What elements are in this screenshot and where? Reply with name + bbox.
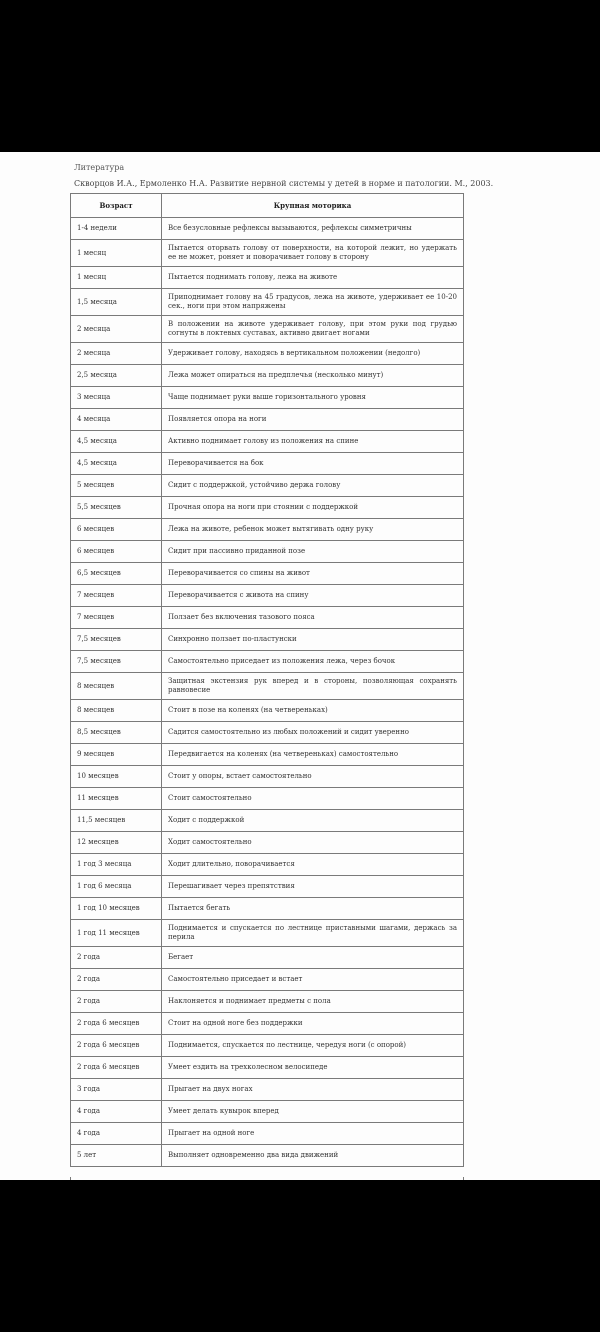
cell-age: 10 месяцев [71,766,162,788]
cell-age: 11 месяцев [71,788,162,810]
header-gross-motor: Крупная моторика [162,194,464,218]
cell-skill: Лежа может опираться на предплечья (несколько минут) [162,365,464,387]
cell-age: 6 месяцев [71,541,162,563]
cell-skill: Прыгает на двух ногах [162,1079,464,1101]
cell-skill: Самостоятельно приседает из положения лежа, через бочок [162,651,464,673]
table-row [71,810,464,832]
cell-age: 5,5 месяцев [71,497,162,519]
table-row [71,1013,464,1035]
cell-skill: Самостоятельно приседает и встает [162,969,464,991]
cell-age: 4 года [71,1123,162,1145]
cell-skill: Умеет делать кувырок вперед [162,1101,464,1123]
literature-reference: Скворцов И.А., Ермоленко Н.А. Развитие нервной системы у детей в норме и патологии. М., 2003. [74,179,494,188]
table-row [71,497,464,519]
cell-skill: Стоит у опоры, встает самостоятельно [162,766,464,788]
cell-skill: Переворачивается с живота на спину [162,585,464,607]
cell-age: 8 месяцев [71,673,162,700]
cell-skill: Перешагивает через препятствия [162,876,464,898]
table-row [71,607,464,629]
cell-skill: Стоит самостоятельно [162,788,464,810]
table-row [71,722,464,744]
cell-skill: Наклоняется и поднимает предметы с пола [162,991,464,1013]
header-age: Возраст [71,194,162,218]
cell-age: 4,5 месяца [71,431,162,453]
table-row [71,788,464,810]
cell-skill: Стоит в позе на коленях (на четвереньках) [162,700,464,722]
cell-age: 12 месяцев [71,832,162,854]
cell-age: 4,5 месяца [71,453,162,475]
cell-skill: Переворачивается на бок [162,453,464,475]
cell-skill: Удерживает голову, находясь в вертикальном положении (недолго) [162,343,464,365]
cell-age: 8,5 месяцев [71,722,162,744]
motor-development-table [70,193,464,1167]
cell-age: 2 года 6 месяцев [71,1035,162,1057]
cell-age: 7,5 месяцев [71,629,162,651]
cell-skill: Синхронно ползает по-пластунски [162,629,464,651]
table-row [71,876,464,898]
cell-age: 2 месяца [71,343,162,365]
table-row [71,766,464,788]
table-row [71,289,464,316]
table-row [71,453,464,475]
table-row [71,267,464,289]
table-row [71,832,464,854]
cell-skill: Сидит с поддержкой, устойчиво держа голову [162,475,464,497]
table-row [71,673,464,700]
table-row [71,700,464,722]
cell-age: 1,5 месяца [71,289,162,316]
table-row [71,898,464,920]
bottom-black-bar [0,1180,600,1332]
cell-age: 1 год 3 месяца [71,854,162,876]
table-row [71,365,464,387]
cell-skill: Лежа на животе, ребенок может вытягивать одну руку [162,519,464,541]
cell-age: 1-4 недели [71,218,162,240]
cell-skill: Переворачивается со спины на живот [162,563,464,585]
table-row [71,475,464,497]
cell-age: 1 год 11 месяцев [71,920,162,947]
cell-skill: Передвигается на коленях (на четвереньках) самостоятельно [162,744,464,766]
table-row [71,854,464,876]
table-row [71,629,464,651]
cell-age: 7 месяцев [71,585,162,607]
table-row [71,1123,464,1145]
table-header-row [71,194,464,218]
cell-skill: Поднимается и спускается по лестнице приставными шагами, держась за перила [162,920,464,947]
cell-age: 3 года [71,1079,162,1101]
cell-skill: Ходит с поддержкой [162,810,464,832]
table-row [71,563,464,585]
table-row [71,218,464,240]
cell-skill: Сидит при пассивно приданной позе [162,541,464,563]
literature-heading: Литература [74,163,125,172]
cell-age: 5 лет [71,1145,162,1167]
cell-age: 11,5 месяцев [71,810,162,832]
cell-age: 1 год 6 месяца [71,876,162,898]
cell-age: 4 года [71,1101,162,1123]
cell-skill: Прочная опора на ноги при стоянии с поддержкой [162,497,464,519]
cell-age: 1 месяц [71,267,162,289]
cell-skill: Выполняет одновременно два вида движений [162,1145,464,1167]
cell-skill: Все безусловные рефлексы вызываются, рефлексы симметричны [162,218,464,240]
cell-skill: Чаще поднимает руки выше горизонтального уровня [162,387,464,409]
cell-skill: Активно поднимает голову из положения на спине [162,431,464,453]
cell-age: 2,5 месяца [71,365,162,387]
cell-age: 5 месяцев [71,475,162,497]
cell-age: 2 года [71,947,162,969]
cell-skill: Бегает [162,947,464,969]
cell-skill: Пытается поднимать голову, лежа на животе [162,267,464,289]
cell-skill: Пытается бегать [162,898,464,920]
table-row [71,409,464,431]
cell-skill: Ползает без включения тазового пояса [162,607,464,629]
cell-age: 3 месяца [71,387,162,409]
top-black-bar [0,0,600,152]
cell-age: 7 месяцев [71,607,162,629]
table-row [71,1035,464,1057]
cell-age: 9 месяцев [71,744,162,766]
cell-skill: Пытается оторвать голову от поверхности, на которой лежит, но удержать ее не может, роняет и поворачивает голову в сторону [162,240,464,267]
cell-skill: В положении на животе удерживает голову, при этом руки под грудью согнуты в локтевых суставах, активно двигает ногами [162,316,464,343]
table-row [71,920,464,947]
cell-skill: Садится самостоятельно из любых положений и сидит уверенно [162,722,464,744]
cell-age: 6,5 месяцев [71,563,162,585]
table-row [71,343,464,365]
table-row [71,541,464,563]
cell-skill: Приподнимает голову на 45 градусов, лежа на животе, удерживает ее 10-20 сек., ноги при этом напряжены [162,289,464,316]
table-row [71,240,464,267]
cell-age: 6 месяцев [71,519,162,541]
cell-age: 2 года 6 месяцев [71,1057,162,1079]
cell-age: 2 года 6 месяцев [71,1013,162,1035]
document-page [0,152,600,1180]
cell-age: 7,5 месяцев [71,651,162,673]
cell-age: 1 месяц [71,240,162,267]
table-row [71,1145,464,1167]
cell-age: 8 месяцев [71,700,162,722]
table-row [71,991,464,1013]
table-row [71,519,464,541]
table-row [71,744,464,766]
table-row [71,651,464,673]
cell-skill: Умеет ездить на трехколесном велосипеде [162,1057,464,1079]
cell-skill: Стоит на одной ноге без поддержки [162,1013,464,1035]
cell-age: 2 года [71,969,162,991]
table-row [71,316,464,343]
table-row [71,947,464,969]
table-row [71,387,464,409]
table-row [71,1101,464,1123]
table-row [71,969,464,991]
table-row [71,1057,464,1079]
table-row [71,431,464,453]
cell-skill: Появляется опора на ноги [162,409,464,431]
cell-skill: Ходит самостоятельно [162,832,464,854]
cell-age: 1 год 10 месяцев [71,898,162,920]
table-row [71,1079,464,1101]
cell-age: 4 месяца [71,409,162,431]
cell-age: 2 месяца [71,316,162,343]
table-row [71,585,464,607]
cell-skill: Защитная экстензия рук вперед и в стороны, позволяющая сохранять равновесие [162,673,464,700]
cell-skill: Прыгает на одной ноге [162,1123,464,1145]
cell-skill: Поднимается, спускается по лестнице, чередуя ноги (с опорой) [162,1035,464,1057]
cell-skill: Ходит длительно, поворачивается [162,854,464,876]
cell-age: 2 года [71,991,162,1013]
